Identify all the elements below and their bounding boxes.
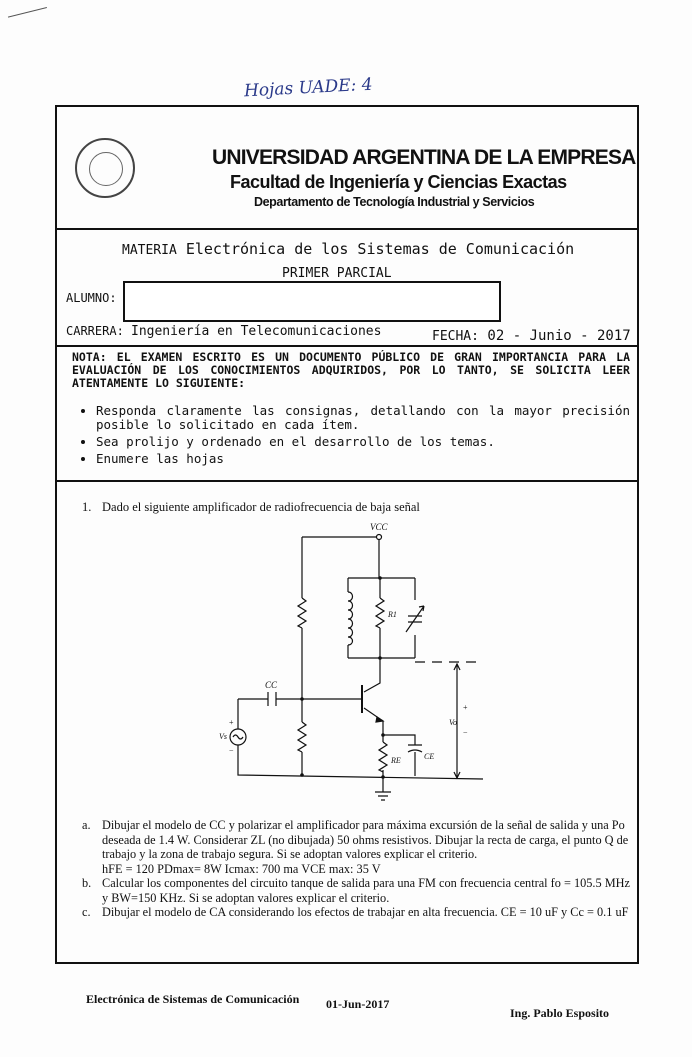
question-parts (82, 818, 630, 920)
resistor-re (379, 742, 387, 772)
nota-item: • Responda claramente las consignas, detallando con la mayor precisión posible lo solicitado en cada ítem. (96, 404, 630, 432)
alumno-label: ALUMNO: (66, 291, 117, 305)
university-name: UNIVERSIDAD ARGENTINA DE LA EMPRESA (212, 146, 636, 169)
label-re: RE (391, 756, 401, 765)
resistor-r1 (376, 598, 384, 628)
emitter-capacitor-ce (408, 745, 422, 752)
question-text: Dado el siguiente amplificador de radiofrecuencia de baja señal (102, 500, 420, 514)
label-vo-plus: + (463, 703, 468, 712)
label-vcc: VCC (370, 522, 388, 532)
footer-professor: Ing. Pablo Esposito (510, 1006, 610, 1020)
part-specs: hFE = 120 PDmax= 8W Icmax: 700 ma VCE max: 35 V (102, 861, 381, 876)
bias-resistor-lower (298, 722, 306, 752)
nota-text: NOTA: EL EXAMEN ESCRITO ES UN DOCUMENTO PÚBLICO DE GRAN IMPORTANCIA PARA LA EVALUACIÓN DE LOS CONOCIMIENTOS ADQUIRIDOS, POR LO TANTO, SE SOLICITA LEER ATENTAMENTE LO SIGUIENTE: (72, 350, 630, 390)
fecha-value: 02 - Junio - 2017 (487, 328, 631, 344)
handwritten-note: Hojas UADE: 4 (243, 74, 374, 102)
alumno-field-redacted[interactable] (123, 281, 501, 322)
part-text: Dibujar el modelo de CA considerando los efectos de trabajar en alta frecuencia. CE = 10 uF y Cc = 0.1 uF (102, 905, 629, 919)
label-ce: CE (424, 752, 435, 761)
part-letter: c. (82, 905, 91, 919)
nota-item: • Enumere las hojas (96, 452, 630, 466)
faculty-name: Facultad de Ingeniería y Ciencias Exactas (230, 172, 567, 192)
inductor-coil (348, 592, 353, 645)
part-letter: a. (82, 818, 91, 832)
wires (238, 537, 483, 800)
label-vo: Vo (449, 718, 457, 727)
part-letter: b. (82, 876, 92, 890)
label-vs-minus: − (229, 746, 234, 755)
materia-value: Electrónica de los Sistemas de Comunicación (185, 240, 575, 258)
label-vs-plus: + (229, 718, 234, 727)
part-text: Dibujar el modelo de CC y polarizar el amplificador para máxima excursión de la señal de salida y una Po deseada de 1.4 W. Considerar ZL (no dibujada) 50 ohms resistivos. Dibujar la recta de carga, el punto Q de trabajo y la zona de trabajo segura. Si se adoptan valores explicar el criterio. (102, 818, 629, 861)
signal-source (230, 729, 246, 745)
label-r1: R1 (388, 610, 397, 619)
label-cc: CC (265, 680, 278, 690)
dot-nodes (300, 576, 385, 779)
coupling-capacitor-cc (268, 692, 276, 706)
label-vo-minus: − (463, 728, 468, 737)
transistor (362, 685, 383, 722)
materia-label: MATERIA (122, 243, 177, 258)
part-text: Calcular los componentes del circuito tanque de salida para una FM con frecuencia central fo = 105.5 MHz y BW=150 KHz. Si se adoptan valores explicar el criterio. (102, 876, 630, 905)
question-number: 1. (82, 500, 92, 514)
variable-capacitor (406, 606, 424, 632)
department-name: Departamento de Tecnología Industrial y Servicios (254, 195, 535, 209)
bias-resistor-upper (298, 598, 306, 628)
footer-date: 01-Jun-2017 (326, 997, 390, 1011)
nota-item: • Sea prolijo y ordenado en el desarrollo de los temas. (96, 435, 630, 449)
part-a (82, 818, 630, 876)
part-b (82, 876, 630, 905)
exam-type: PRIMER PARCIAL (282, 266, 392, 281)
carrera-value: Ingeniería en Telecomunicaciones (131, 324, 382, 339)
vcc-terminal (377, 535, 382, 540)
fecha-label: FECHA: (432, 329, 479, 344)
footer-course: Electrónica de Sistemas de Comunicación (86, 992, 300, 1006)
part-c (82, 905, 630, 920)
label-vs: Vs (219, 732, 227, 741)
carrera-label: CARRERA: (66, 324, 124, 338)
